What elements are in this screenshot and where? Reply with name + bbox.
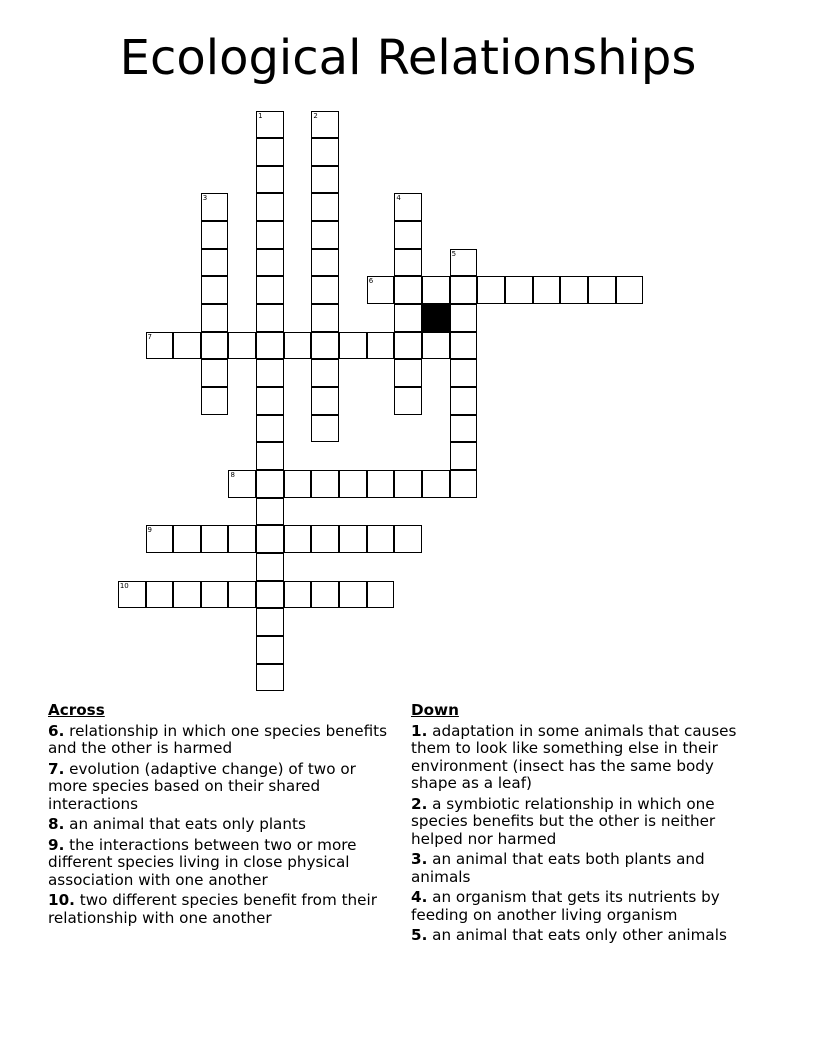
crossword-cell[interactable] [422, 332, 450, 360]
crossword-cell[interactable] [256, 415, 284, 443]
clue-number: 9. [48, 835, 65, 854]
crossword-cell[interactable] [201, 249, 229, 277]
clue-text: an animal that eats only other animals [432, 926, 727, 944]
crossword-cell[interactable] [256, 636, 284, 664]
down-clue [411, 796, 756, 849]
crossword-cell[interactable] [256, 581, 284, 609]
crossword-cell[interactable] [450, 332, 478, 360]
clue-number: 8. [48, 815, 65, 833]
clue-number-label: 3 [202, 194, 208, 203]
crossword-cell[interactable] [201, 304, 229, 332]
clue-number: 7. [48, 759, 65, 778]
crossword-cell[interactable] [256, 442, 284, 470]
crossword-cell[interactable] [256, 359, 284, 387]
across-clues [48, 702, 393, 930]
crossword-cell[interactable] [228, 581, 256, 609]
clue-text: an animal that eats both plants and animals [411, 850, 705, 886]
crossword-cell[interactable] [256, 221, 284, 249]
crossword-cell[interactable] [394, 304, 422, 332]
across-clue [48, 892, 393, 927]
clue-text: evolution (adaptive change) of two or more species based on their shared interactions [48, 759, 356, 813]
crossword-cell[interactable] [450, 304, 478, 332]
crossword-cell[interactable] [311, 470, 339, 498]
crossword-cell[interactable] [256, 304, 284, 332]
crossword-cell[interactable] [228, 470, 256, 498]
crossword-cell[interactable] [422, 276, 450, 304]
crossword-cell[interactable] [450, 276, 478, 304]
crossword-cell[interactable] [588, 276, 616, 304]
crossword-cell[interactable] [284, 332, 312, 360]
crossword-cell[interactable] [146, 525, 174, 553]
crossword-cell[interactable] [311, 415, 339, 443]
clue-number-label: 1 [258, 111, 263, 120]
crossword-cell[interactable] [394, 359, 422, 387]
crossword-cell[interactable] [311, 304, 339, 332]
crossword-cell[interactable] [173, 332, 201, 360]
down-clues [411, 702, 756, 948]
clue-number: 4. [411, 888, 428, 906]
crossword-cell[interactable] [256, 193, 284, 221]
crossword-cell[interactable] [256, 249, 284, 277]
crossword-cell[interactable] [256, 608, 284, 636]
crossword-cell[interactable] [450, 442, 478, 470]
crossword-cell[interactable] [201, 276, 229, 304]
crossword-cell[interactable] [146, 581, 174, 609]
across-clue [48, 837, 393, 890]
crossword-cell[interactable] [367, 470, 395, 498]
crossword-cell[interactable] [339, 525, 367, 553]
crossword-cell[interactable] [201, 221, 229, 249]
crossword-cell[interactable] [256, 276, 284, 304]
crossword-cell[interactable] [311, 525, 339, 553]
clue-number: 1. [411, 721, 428, 740]
crossword-cell[interactable] [173, 525, 201, 553]
clue-number-label: 6 [368, 277, 374, 286]
clue-number-label: 8 [230, 470, 235, 479]
down-clue [411, 927, 756, 945]
crossword-cell[interactable] [450, 470, 478, 498]
crossword-cell[interactable] [394, 276, 422, 304]
crossword-cell[interactable] [256, 470, 284, 498]
crossword-cell[interactable] [505, 276, 533, 304]
crossword-cell[interactable] [256, 387, 284, 415]
clue-text: two different species benefit from their relationship with one another [48, 891, 377, 927]
crossword-cell[interactable] [284, 470, 312, 498]
crossword-cell[interactable] [394, 525, 422, 553]
crossword-cell[interactable] [311, 193, 339, 221]
crossword-cell[interactable] [311, 111, 339, 139]
crossword-cell[interactable] [201, 387, 229, 415]
crossword-cell[interactable] [201, 332, 229, 360]
clue-text: an animal that eats only plants [69, 815, 306, 833]
clue-number-label: 2 [313, 111, 318, 120]
crossword-cell[interactable] [201, 193, 229, 221]
crossword-cell[interactable] [450, 415, 478, 443]
crossword-cell[interactable] [311, 359, 339, 387]
clue-text: an organism that gets its nutrients by feeding on another living organism [411, 888, 720, 924]
crossword-cell[interactable] [394, 249, 422, 277]
crossword-cell[interactable] [533, 276, 561, 304]
clue-text: relationship in which one species benefits and the other is harmed [48, 721, 388, 757]
crossword-cell[interactable] [284, 525, 312, 553]
crossword-cell[interactable] [477, 276, 505, 304]
clue-number-label: 5 [451, 249, 457, 258]
crossword-cell[interactable] [311, 138, 339, 166]
crossword-cell[interactable] [311, 332, 339, 360]
crossword-cell[interactable] [367, 332, 395, 360]
clue-number: 6. [48, 721, 65, 740]
clue-number-label: 4 [396, 194, 401, 203]
crossword-cell[interactable] [560, 276, 588, 304]
clue-number: 2. [411, 794, 428, 813]
crossword-cell[interactable] [311, 387, 339, 415]
black-cell [422, 304, 450, 332]
crossword-cell[interactable] [228, 332, 256, 360]
down-clue [411, 889, 756, 924]
crossword-cell[interactable] [450, 387, 478, 415]
crossword-cell[interactable] [450, 249, 478, 277]
crossword-cell[interactable] [394, 332, 422, 360]
crossword-cell[interactable] [394, 470, 422, 498]
crossword-cell[interactable] [311, 249, 339, 277]
down-heading: Down [411, 701, 459, 719]
crossword-cell[interactable] [173, 581, 201, 609]
crossword-cell[interactable] [616, 276, 644, 304]
clue-number-label: 10 [119, 581, 129, 590]
across-clue [48, 761, 393, 814]
crossword-cell[interactable] [228, 525, 256, 553]
clue-text: the interactions between two or more different species living in close physical association with one another [48, 835, 357, 889]
crossword-cell[interactable] [118, 581, 146, 609]
crossword-cell[interactable] [284, 581, 312, 609]
crossword-cell[interactable] [394, 193, 422, 221]
crossword-cell[interactable] [367, 581, 395, 609]
page-title: Ecological Relationships [119, 30, 697, 86]
crossword-cell[interactable] [256, 525, 284, 553]
clue-number: 3. [411, 850, 428, 868]
crossword-cell[interactable] [201, 581, 229, 609]
crossword-cell[interactable] [367, 276, 395, 304]
across-clue [48, 816, 393, 834]
crossword-cell[interactable] [256, 664, 284, 692]
down-clue [411, 723, 756, 793]
crossword-cell[interactable] [339, 332, 367, 360]
crossword-cell[interactable] [422, 470, 450, 498]
crossword-cell[interactable] [394, 221, 422, 249]
clue-number-label: 9 [147, 526, 152, 535]
crossword-cell[interactable] [256, 166, 284, 194]
crossword-cell[interactable] [394, 387, 422, 415]
crossword-cell[interactable] [256, 138, 284, 166]
down-clue [411, 851, 756, 886]
crossword-cell[interactable] [256, 332, 284, 360]
across-heading: Across [48, 701, 105, 719]
crossword-cell[interactable] [450, 359, 478, 387]
crossword-cell[interactable] [311, 221, 339, 249]
across-clue [48, 723, 393, 758]
crossword-cell[interactable] [339, 581, 367, 609]
crossword-cell[interactable] [311, 166, 339, 194]
crossword-cell[interactable] [256, 498, 284, 526]
clue-number-label: 7 [147, 332, 152, 341]
crossword-cell[interactable] [201, 359, 229, 387]
crossword-cell[interactable] [256, 553, 284, 581]
crossword-cell[interactable] [339, 470, 367, 498]
crossword-cell[interactable] [311, 276, 339, 304]
crossword-cell[interactable] [311, 581, 339, 609]
crossword-cell[interactable] [367, 525, 395, 553]
clue-number: 5. [411, 926, 428, 944]
clue-number: 10. [48, 891, 75, 909]
crossword-cell[interactable] [201, 525, 229, 553]
clue-text: a symbiotic relationship in which one species benefits but the other is neither helped nor harmed [411, 794, 716, 848]
crossword-cell[interactable] [146, 332, 174, 360]
crossword-cell[interactable] [256, 111, 284, 139]
clue-text: adaptation in some animals that causes them to look like something else in their environment (insect has the same body shape as a leaf) [411, 721, 737, 792]
